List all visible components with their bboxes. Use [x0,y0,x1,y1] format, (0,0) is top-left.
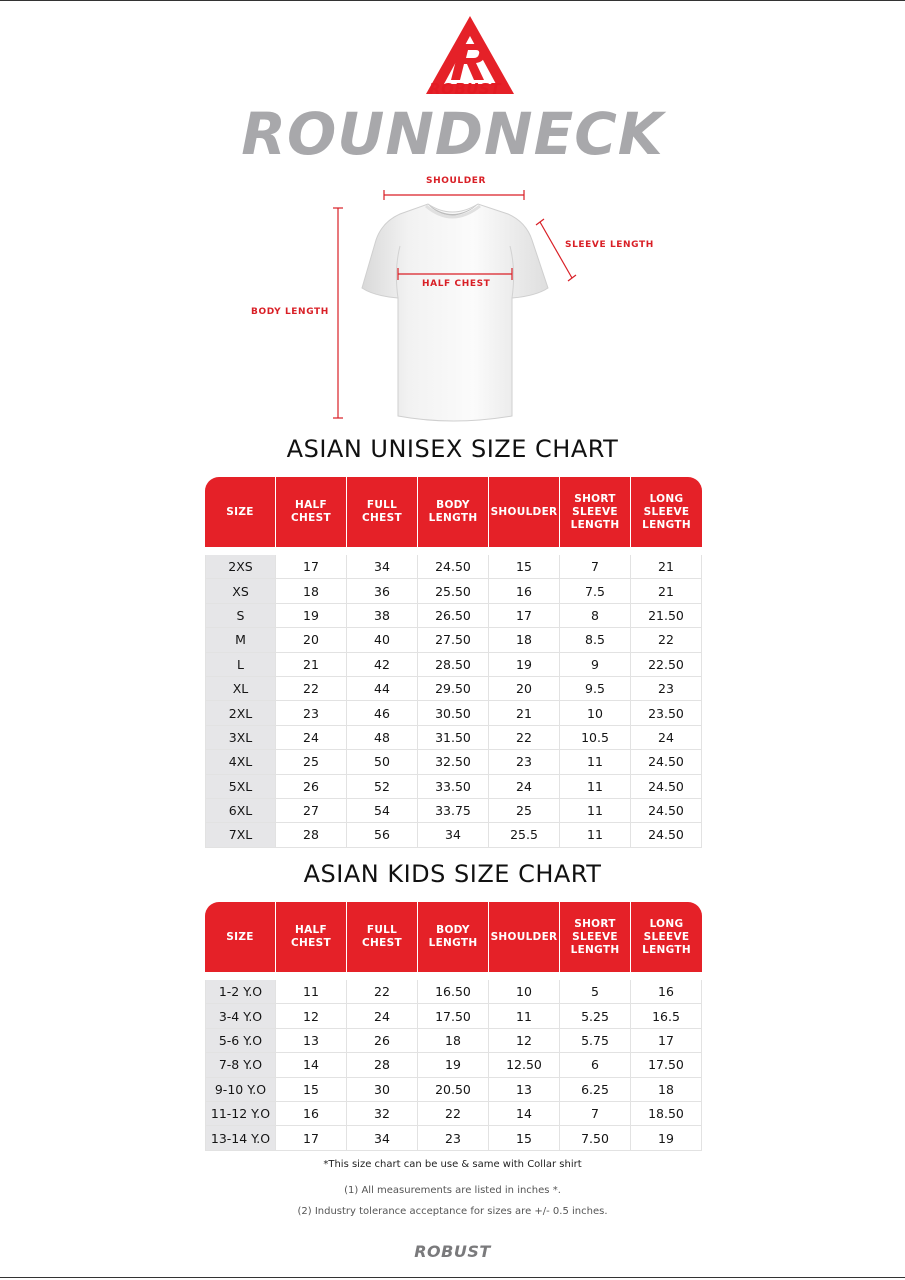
value-cell: 12.50 [489,1053,560,1077]
value-cell: 24 [489,775,560,799]
table-row [205,1078,702,1102]
value-cell: 17 [276,555,347,579]
value-cell: 27.50 [418,628,489,652]
spacer-cell [560,973,631,980]
value-cell: 7.50 [560,1126,631,1150]
value-cell: 22 [489,726,560,750]
size-cell: 13-14 Y.O [205,1126,276,1150]
table-row [205,1126,702,1150]
value-cell: 17 [631,1029,702,1053]
size-cell: M [205,628,276,652]
value-cell: 10 [560,701,631,725]
value-cell: 20 [489,677,560,701]
value-cell: 29.50 [418,677,489,701]
body-length-label: BODY LENGTH [251,307,329,317]
header-spacer [205,548,702,555]
size-cell: 9-10 Y.O [205,1078,276,1102]
shirt-diagram [240,170,660,430]
size-cell: 5-6 Y.O [205,1029,276,1053]
value-cell: 11 [489,1004,560,1028]
value-cell: 11 [560,750,631,774]
value-cell: 36 [347,579,418,603]
value-cell: 11 [560,775,631,799]
value-cell: 10.5 [560,726,631,750]
kids-chart-title: ASIAN KIDS SIZE CHART [303,860,602,888]
value-cell: 17 [489,604,560,628]
value-cell: 24.50 [418,555,489,579]
value-cell: 9 [560,653,631,677]
value-cell: 33.50 [418,775,489,799]
value-cell: 32.50 [418,750,489,774]
value-cell: 24 [631,726,702,750]
table-row [205,750,702,774]
value-cell: 40 [347,628,418,652]
column-header: BODY LENGTH [418,902,489,973]
value-cell: 27 [276,799,347,823]
table-row [205,1004,702,1028]
tshirt-icon [240,170,660,430]
table-row [205,677,702,701]
column-header: SHOULDER [489,477,560,548]
value-cell: 17.50 [418,1004,489,1028]
column-header: LONG SLEEVE LENGTH [631,902,702,973]
value-cell: 19 [631,1126,702,1150]
value-cell: 34 [418,823,489,847]
value-cell: 16 [276,1102,347,1126]
value-cell: 50 [347,750,418,774]
value-cell: 24 [347,1004,418,1028]
collar-note: *This size chart can be use & same with Collar shirt [323,1159,582,1170]
value-cell: 5.75 [560,1029,631,1053]
value-cell: 46 [347,701,418,725]
table-row [205,604,702,628]
top-border [0,0,905,1]
size-cell: XS [205,579,276,603]
size-cell: 5XL [205,775,276,799]
spacer-cell [418,548,489,555]
value-cell: 26 [276,775,347,799]
column-header: BODY LENGTH [418,477,489,548]
size-cell: 7XL [205,823,276,847]
table-row [205,653,702,677]
size-cell: 11-12 Y.O [205,1102,276,1126]
kids-size-table [205,902,702,1151]
value-cell: 15 [489,555,560,579]
brand-wordmark: ROBUST [429,80,501,98]
table-row [205,555,702,579]
table-row [205,799,702,823]
value-cell: 30.50 [418,701,489,725]
spacer-cell [276,548,347,555]
value-cell: 23.50 [631,701,702,725]
half-chest-label: HALF CHEST [422,279,491,289]
value-cell: 20.50 [418,1078,489,1102]
value-cell: 5 [560,980,631,1004]
table-row [205,1053,702,1077]
table-row [205,726,702,750]
value-cell: 15 [489,1126,560,1150]
size-cell: 2XL [205,701,276,725]
inches-note: (1) All measurements are listed in inches *. [344,1185,561,1196]
value-cell: 8.5 [560,628,631,652]
value-cell: 48 [347,726,418,750]
value-cell: 28 [276,823,347,847]
tolerance-note: (2) Industry tolerance acceptance for sizes are +/- 0.5 inches. [297,1206,608,1217]
footer-brand-logo: ROBUST [414,1242,491,1261]
value-cell: 15 [276,1078,347,1102]
spacer-cell [205,973,276,980]
spacer-cell [631,973,702,980]
column-header: HALF CHEST [276,902,347,973]
value-cell: 21 [631,579,702,603]
value-cell: 26.50 [418,604,489,628]
value-cell: 22.50 [631,653,702,677]
value-cell: 44 [347,677,418,701]
header-spacer [205,973,702,980]
value-cell: 23 [276,701,347,725]
table-row [205,980,702,1004]
table-row [205,823,702,847]
value-cell: 21.50 [631,604,702,628]
value-cell: 28 [347,1053,418,1077]
unisex-size-table [205,477,702,848]
value-cell: 19 [489,653,560,677]
value-cell: 12 [276,1004,347,1028]
value-cell: 22 [631,628,702,652]
value-cell: 25.50 [418,579,489,603]
value-cell: 7 [560,555,631,579]
value-cell: 25 [276,750,347,774]
value-cell: 26 [347,1029,418,1053]
value-cell: 20 [276,628,347,652]
value-cell: 11 [560,823,631,847]
value-cell: 32 [347,1102,418,1126]
value-cell: 31.50 [418,726,489,750]
value-cell: 34 [347,555,418,579]
value-cell: 24.50 [631,750,702,774]
sleeve-length-label: SLEEVE LENGTH [565,240,654,250]
value-cell: 10 [489,980,560,1004]
spacer-cell [347,973,418,980]
value-cell: 34 [347,1126,418,1150]
spacer-cell [276,973,347,980]
value-cell: 21 [276,653,347,677]
table-row [205,701,702,725]
value-cell: 18.50 [631,1102,702,1126]
value-cell: 33.75 [418,799,489,823]
value-cell: 22 [347,980,418,1004]
value-cell: 19 [418,1053,489,1077]
table-row [205,1102,702,1126]
value-cell: 25.5 [489,823,560,847]
value-cell: 13 [489,1078,560,1102]
value-cell: 18 [276,579,347,603]
value-cell: 24 [276,726,347,750]
spacer-cell [489,973,560,980]
value-cell: 16.5 [631,1004,702,1028]
value-cell: 23 [631,677,702,701]
size-cell: 2XS [205,555,276,579]
value-cell: 5.25 [560,1004,631,1028]
size-cell: L [205,653,276,677]
spacer-cell [489,548,560,555]
value-cell: 42 [347,653,418,677]
value-cell: 23 [418,1126,489,1150]
spacer-cell [560,548,631,555]
value-cell: 16 [489,579,560,603]
value-cell: 18 [418,1029,489,1053]
spacer-cell [347,548,418,555]
value-cell: 17.50 [631,1053,702,1077]
size-cell: 3XL [205,726,276,750]
size-cell: XL [205,677,276,701]
value-cell: 18 [631,1078,702,1102]
column-header: HALF CHEST [276,477,347,548]
value-cell: 7 [560,1102,631,1126]
value-cell: 22 [276,677,347,701]
value-cell: 22 [418,1102,489,1126]
column-header: FULL CHEST [347,902,418,973]
value-cell: 8 [560,604,631,628]
value-cell: 19 [276,604,347,628]
value-cell: 24.50 [631,775,702,799]
value-cell: 24.50 [631,799,702,823]
value-cell: 30 [347,1078,418,1102]
value-cell: 24.50 [631,823,702,847]
column-header: SIZE [205,902,276,973]
value-cell: 9.5 [560,677,631,701]
shoulder-label: SHOULDER [426,176,487,186]
size-cell: 3-4 Y.O [205,1004,276,1028]
value-cell: 28.50 [418,653,489,677]
value-cell: 21 [489,701,560,725]
size-cell: 6XL [205,799,276,823]
spacer-cell [418,973,489,980]
column-header: LONG SLEEVE LENGTH [631,477,702,548]
column-header: SHOULDER [489,902,560,973]
table-row [205,579,702,603]
value-cell: 18 [489,628,560,652]
value-cell: 6.25 [560,1078,631,1102]
table-row [205,1029,702,1053]
value-cell: 38 [347,604,418,628]
spacer-cell [205,548,276,555]
value-cell: 11 [276,980,347,1004]
bottom-border [0,1277,905,1278]
value-cell: 6 [560,1053,631,1077]
size-cell: 1-2 Y.O [205,980,276,1004]
value-cell: 16.50 [418,980,489,1004]
value-cell: 23 [489,750,560,774]
column-header: SHORT SLEEVE LENGTH [560,477,631,548]
value-cell: 14 [276,1053,347,1077]
value-cell: 16 [631,980,702,1004]
column-header: SHORT SLEEVE LENGTH [560,902,631,973]
value-cell: 21 [631,555,702,579]
size-cell: 4XL [205,750,276,774]
unisex-chart-title: ASIAN UNISEX SIZE CHART [286,435,619,463]
value-cell: 17 [276,1126,347,1150]
value-cell: 14 [489,1102,560,1126]
value-cell: 11 [560,799,631,823]
size-cell: S [205,604,276,628]
value-cell: 13 [276,1029,347,1053]
value-cell: 25 [489,799,560,823]
page-title: ROUNDNECK [241,100,664,168]
value-cell: 52 [347,775,418,799]
value-cell: 7.5 [560,579,631,603]
value-cell: 54 [347,799,418,823]
column-header: FULL CHEST [347,477,418,548]
value-cell: 56 [347,823,418,847]
table-row [205,775,702,799]
spacer-cell [631,548,702,555]
table-row [205,628,702,652]
value-cell: 12 [489,1029,560,1053]
size-cell: 7-8 Y.O [205,1053,276,1077]
column-header: SIZE [205,477,276,548]
